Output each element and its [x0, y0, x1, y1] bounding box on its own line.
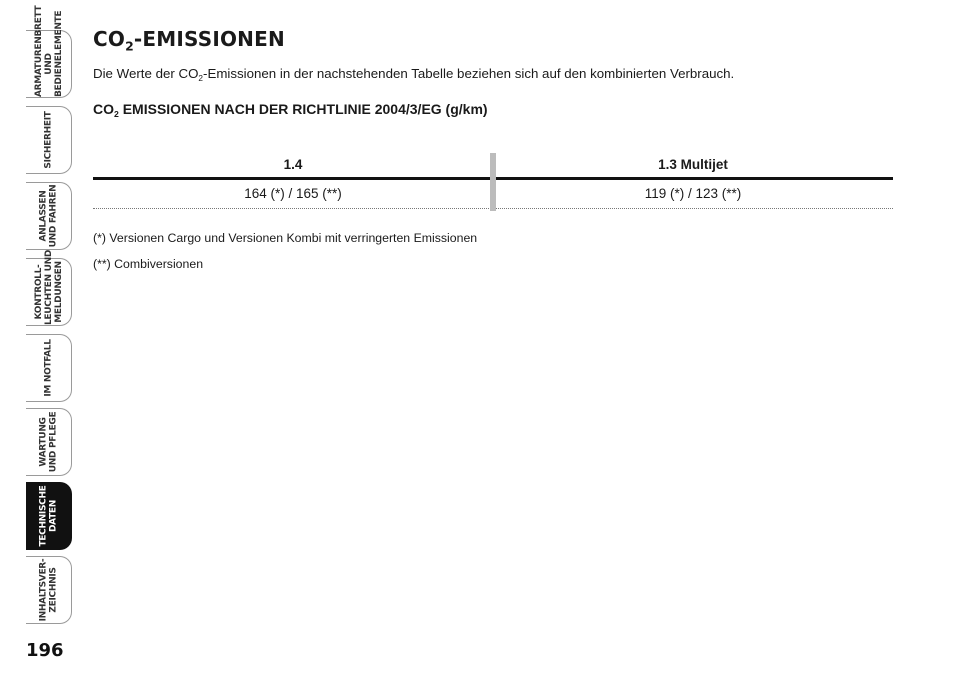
tab-kontrollleuchten[interactable]	[26, 250, 72, 326]
table-cell: 164 (*) / 165 (**)	[244, 186, 342, 201]
table-header-cell: 1.3 Multijet	[658, 157, 728, 172]
section-heading	[93, 101, 488, 119]
tab-label: IM NOTFALL	[43, 339, 54, 397]
footnote: (*) Versionen Cargo und Versionen Kombi mit verringerten Emissionen	[93, 231, 478, 245]
title-subscript: 2	[125, 38, 134, 54]
table-row	[93, 180, 893, 208]
chapter-tabs	[0, 0, 80, 678]
intro-subscript: 2	[198, 73, 204, 83]
table-header-row	[93, 153, 893, 177]
tab-label: WARTUNG UND PFLEGE	[38, 411, 59, 473]
tab-im-notfall[interactable]	[26, 334, 72, 402]
tab-label: ARMATURENBRETT UND BEDIENELEMENTE	[33, 5, 64, 97]
tab-wartung[interactable]	[26, 408, 72, 476]
intro-text: Die Werte der CO	[93, 66, 199, 81]
heading-subscript: 2	[114, 109, 119, 120]
tab-sicherheit[interactable]	[26, 106, 72, 174]
intro-paragraph	[93, 66, 734, 83]
tab-inhaltsverzeichnis[interactable]	[26, 556, 72, 624]
heading-text-rest: EMISSIONEN NACH DER RICHTLINIE 2004/3/EG (g/km)	[118, 101, 488, 117]
tab-label: ANLASSEN UND FAHREN	[38, 184, 59, 248]
table-cell: 119 (*) / 123 (**)	[644, 186, 742, 201]
tab-anlassen[interactable]	[26, 182, 72, 250]
emissions-table	[93, 153, 893, 209]
title-text-rest: -EMISSIONEN	[133, 27, 285, 51]
tab-label: SICHERHEIT	[43, 111, 54, 169]
tab-label: KONTROLL- LEUCHTEN UND MELDUNGEN	[33, 250, 64, 325]
page-title	[93, 27, 285, 53]
table-header-cell: 1.4	[283, 157, 303, 172]
tab-label: TECHNISCHE DATEN	[38, 485, 59, 547]
intro-text-rest: -Emissionen in der nachstehenden Tabelle beziehen sich auf den kombinierten Verbrauch.	[203, 66, 735, 81]
page-number: 196	[26, 640, 64, 661]
footnote: (**) Combiversionen	[93, 257, 204, 271]
tab-technische-daten[interactable]	[26, 482, 72, 550]
title-text: CO	[93, 27, 126, 51]
heading-text: CO	[93, 101, 114, 117]
tab-label: INHALTSVER- ZEICHNIS	[38, 558, 59, 622]
tab-armaturenbrett[interactable]	[26, 5, 72, 98]
